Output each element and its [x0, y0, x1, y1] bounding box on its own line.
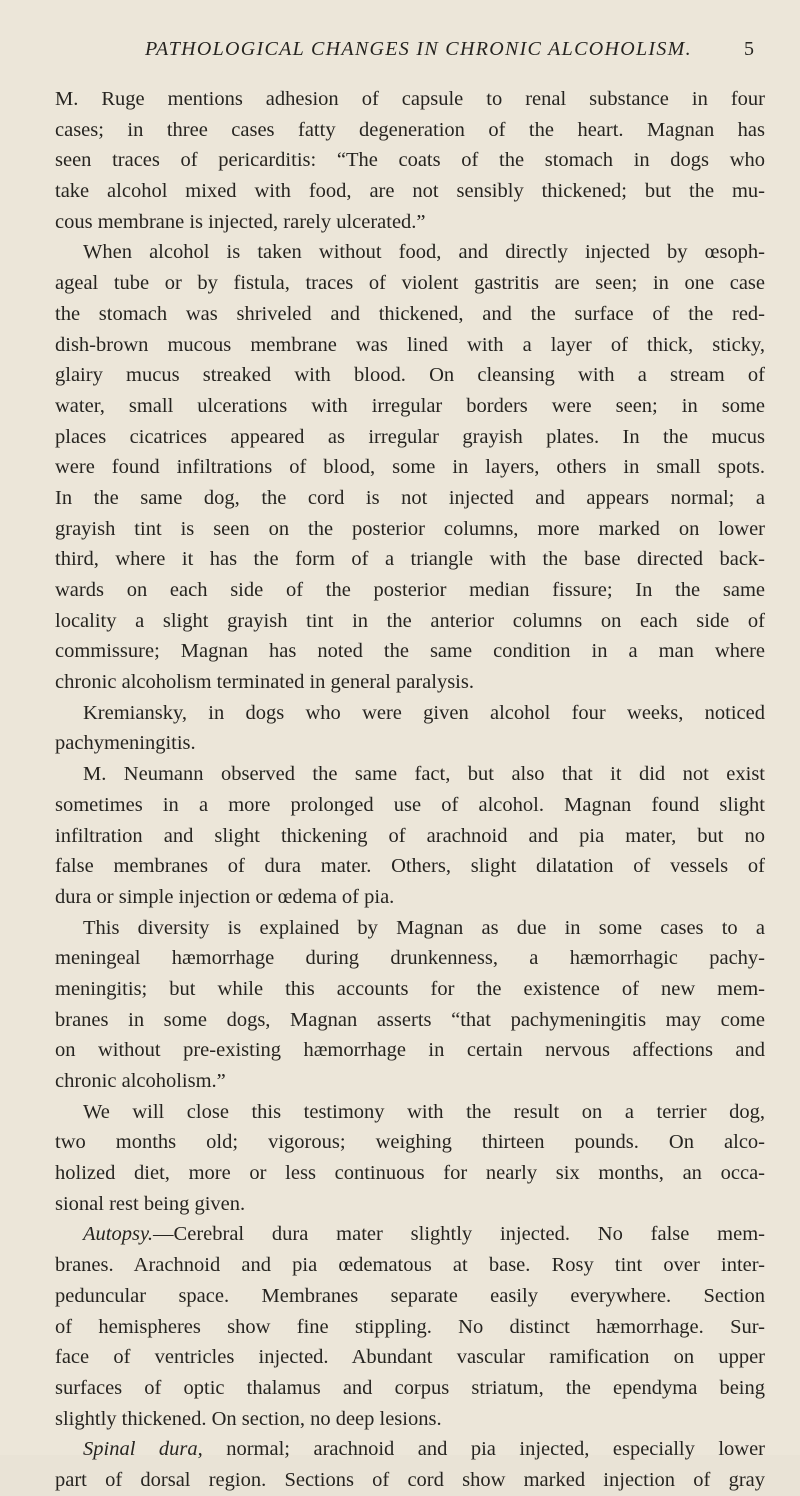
text-line: false membranes of dura mater. Others, slight dilatation of vessels of: [55, 855, 765, 878]
text-line: M. Neumann observed the same fact, but also that it did not exist: [83, 763, 765, 786]
text-line: chronic alcoholism.”: [55, 1070, 226, 1092]
text-line: places cicatrices appeared as irregular grayish plates. In the mucus: [55, 425, 765, 448]
text-line: part of dorsal region. Sections of cord show marked injection of gray: [55, 1468, 765, 1491]
text-line: M. Ruge mentions adhesion of capsule to renal substance in four: [55, 88, 765, 110]
text-line: chronic alcoholism terminated in general paralysis.: [55, 671, 474, 694]
text-line: sional rest being given.: [55, 1192, 246, 1215]
text-line: pachymeningitis.: [55, 732, 196, 755]
text-line: grayish tint is seen on the posterior columns, more marked on lower: [55, 517, 765, 540]
text-line: take alcohol mixed with food, are not sensibly thickened; but the mu-: [55, 180, 765, 203]
text-line: peduncular space. Membranes separate easily everywhere. Section: [55, 1284, 765, 1307]
text-line: [55, 1219, 765, 1250]
text-line: third, where it has the form of a triangle with the base directed back-: [55, 548, 765, 571]
text-line: on without pre-existing hæmorrhage in certain nervous affections and: [55, 1039, 765, 1062]
text-line: commissure; Magnan has noted the same condition in a man where: [55, 640, 765, 663]
text-line: the stomach was shriveled and thickened, and the surface of the red-: [55, 302, 765, 325]
text-line: water, small ulcerations with irregular borders were seen; in some: [55, 394, 765, 417]
text-line: slightly thickened. On section, no deep lesions.: [55, 1407, 442, 1430]
page-header: [0, 38, 800, 66]
text-line: In the same dog, the cord is not injected and appears normal; a: [55, 486, 765, 509]
text-line: of hemispheres show fine stippling. No distinct hæmorrhage. Sur-: [55, 1315, 765, 1338]
text-line: meningitis; but while this accounts for the existence of new mem-: [55, 977, 765, 1000]
text-line: cases; in three cases fatty degeneration of the heart. Magnan has: [55, 118, 765, 141]
text-line: infiltration and slight thickening of arachnoid and pia mater, but no: [55, 824, 765, 847]
page-number: 5: [744, 38, 754, 60]
text-line: We will close this testimony with the result on a terrier dog,: [83, 1100, 765, 1123]
spinal-dura-heading: Spinal dura,: [83, 1438, 203, 1461]
text-line: branes in some dogs, Magnan asserts “that pachymeningitis may come: [55, 1008, 765, 1031]
text-line: two months old; vigorous; weighing thirteen pounds. On alco-: [55, 1131, 765, 1154]
text-line: surfaces of optic thalamus and corpus striatum, the ependyma being: [55, 1376, 765, 1399]
text-line: holized diet, more or less continuous for nearly six months, an occa-: [55, 1162, 765, 1185]
text-line: dish-brown mucous membrane was lined with a layer of thick, sticky,: [55, 333, 765, 356]
text-line: sometimes in a more prolonged use of alcohol. Magnan found slight: [55, 793, 765, 816]
text-line: locality a slight grayish tint in the anterior columns on each side of: [55, 609, 765, 632]
text-line: face of ventricles injected. Abundant vascular ramification on upper: [55, 1346, 765, 1369]
text-line: Kremiansky, in dogs who were given alcohol four weeks, noticed: [83, 701, 765, 724]
autopsy-text: —Cerebral dura mater slightly injected. No false mem-: [153, 1223, 765, 1246]
text-line: meningeal hæmorrhage during drunkenness, a hæmorrhagic pachy-: [55, 947, 765, 970]
text-line: ageal tube or by fistula, traces of violent gastritis are seen; in one case: [55, 272, 765, 295]
text-line: were found infiltrations of blood, some in layers, others in small spots.: [55, 456, 765, 479]
body-text: [55, 84, 765, 1496]
text-line: This diversity is explained by Magnan as due in some cases to a: [83, 916, 765, 939]
text-line: branes. Arachnoid and pia œdematous at base. Rosy tint over inter-: [55, 1254, 765, 1277]
text-line: glairy mucus streaked with blood. On cleansing with a stream of: [55, 364, 765, 387]
running-title: PATHOLOGICAL CHANGES IN CHRONIC ALCOHOLISM.: [145, 38, 692, 60]
autopsy-heading: Autopsy.: [83, 1223, 154, 1246]
spinal-dura-text: normal; arachnoid and pia injected, especially lower: [202, 1438, 765, 1461]
text-line: dura or simple injection or œdema of pia.: [55, 885, 395, 908]
text-line: When alcohol is taken without food, and directly injected by œsoph-: [83, 241, 765, 264]
text-line: seen traces of pericarditis: “The coats of the stomach in dogs who: [55, 149, 765, 172]
text-line: wards on each side of the posterior median fissure; In the same: [55, 579, 765, 601]
text-line: cous membrane is injected, rarely ulcerated.”: [55, 210, 426, 233]
text-line: [55, 1434, 765, 1465]
